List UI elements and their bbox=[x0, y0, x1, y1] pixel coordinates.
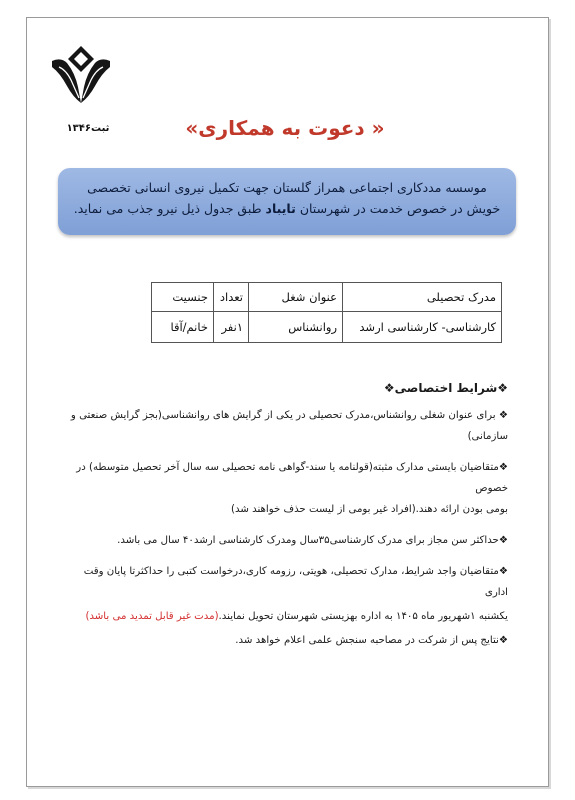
condition-item: ❖نتایج پس از شرکت در مصاحبه سنجش علمی اعلام خواهد شد. bbox=[235, 635, 508, 646]
cell-job-title: روانشناس bbox=[249, 312, 343, 343]
intro-city: تایباد bbox=[265, 201, 296, 216]
condition-item: ❖متقاضیان بایستی مدارک مثبته(قولنامه یا سند-گواهی نامه تحصیلی سه سال آخر تحصیل متوسطه) در خصوص bbox=[76, 462, 508, 494]
condition-item-continued bbox=[62, 606, 508, 627]
deadline-note: (مدت غیر قابل تمدید می باشد) bbox=[85, 611, 219, 622]
job-table bbox=[151, 282, 502, 343]
header-degree: مدرک تحصیلی bbox=[343, 283, 502, 312]
deadline-text: یکشنبه ۱شهریور ماه ۱۴۰۵ به اداره بهزیستی شهرستان تحویل نمایند. bbox=[218, 611, 508, 622]
header-count: تعداد bbox=[214, 283, 249, 312]
cell-gender: خانم/آقا bbox=[152, 312, 214, 343]
registration-number: ثبت۱۳۴۶ bbox=[66, 123, 110, 134]
intro-text: موسسه مددکاری اجتماعی همراز گلستان جهت تکمیل نیروی انسانی تخصصی خویش در خصوص خدمت در شهرستان bbox=[87, 180, 501, 216]
intro-box bbox=[58, 168, 516, 235]
conditions-section bbox=[62, 378, 508, 651]
page-title: « دعوت به همکاری» bbox=[185, 116, 385, 140]
table-row bbox=[152, 312, 502, 343]
conditions-title: ❖شرایط اختصاصی❖ bbox=[383, 381, 508, 395]
condition-item: ❖حداکثر سن مجاز برای مدرک کارشناسی۳۵سال ومدرک کارشناسی ارشد۴۰ سال می باشد. bbox=[117, 535, 508, 546]
table-header-row bbox=[152, 283, 502, 312]
intro-text-tail: طبق جدول ذیل نیرو جذب می نماید. bbox=[73, 201, 262, 216]
condition-item: ❖ برای عنوان شغلی روانشناس،مدرک تحصیلی در یکی از گرایش های روانشناسی(بجز گرایش صنعتی و سازمانی) bbox=[70, 410, 508, 442]
organization-emblem-icon bbox=[50, 43, 112, 105]
header-job-title: عنوان شغل bbox=[249, 283, 343, 312]
cell-count: ۱نفر bbox=[214, 312, 249, 343]
cell-degree: کارشناسی- کارشناسی ارشد bbox=[343, 312, 502, 343]
condition-item: ❖متقاضیان واجد شرایط، مدارک تحصیلی، هویتی، رزومه کاری،درخواست کتبی را حداکثرتا پایان وقت اداری bbox=[83, 566, 508, 598]
condition-item-continued: بومی بودن ارائه دهند.(افراد غیر بومی از لیست حذف خواهند شد) bbox=[231, 504, 508, 515]
header-gender: جنسیت bbox=[152, 283, 214, 312]
